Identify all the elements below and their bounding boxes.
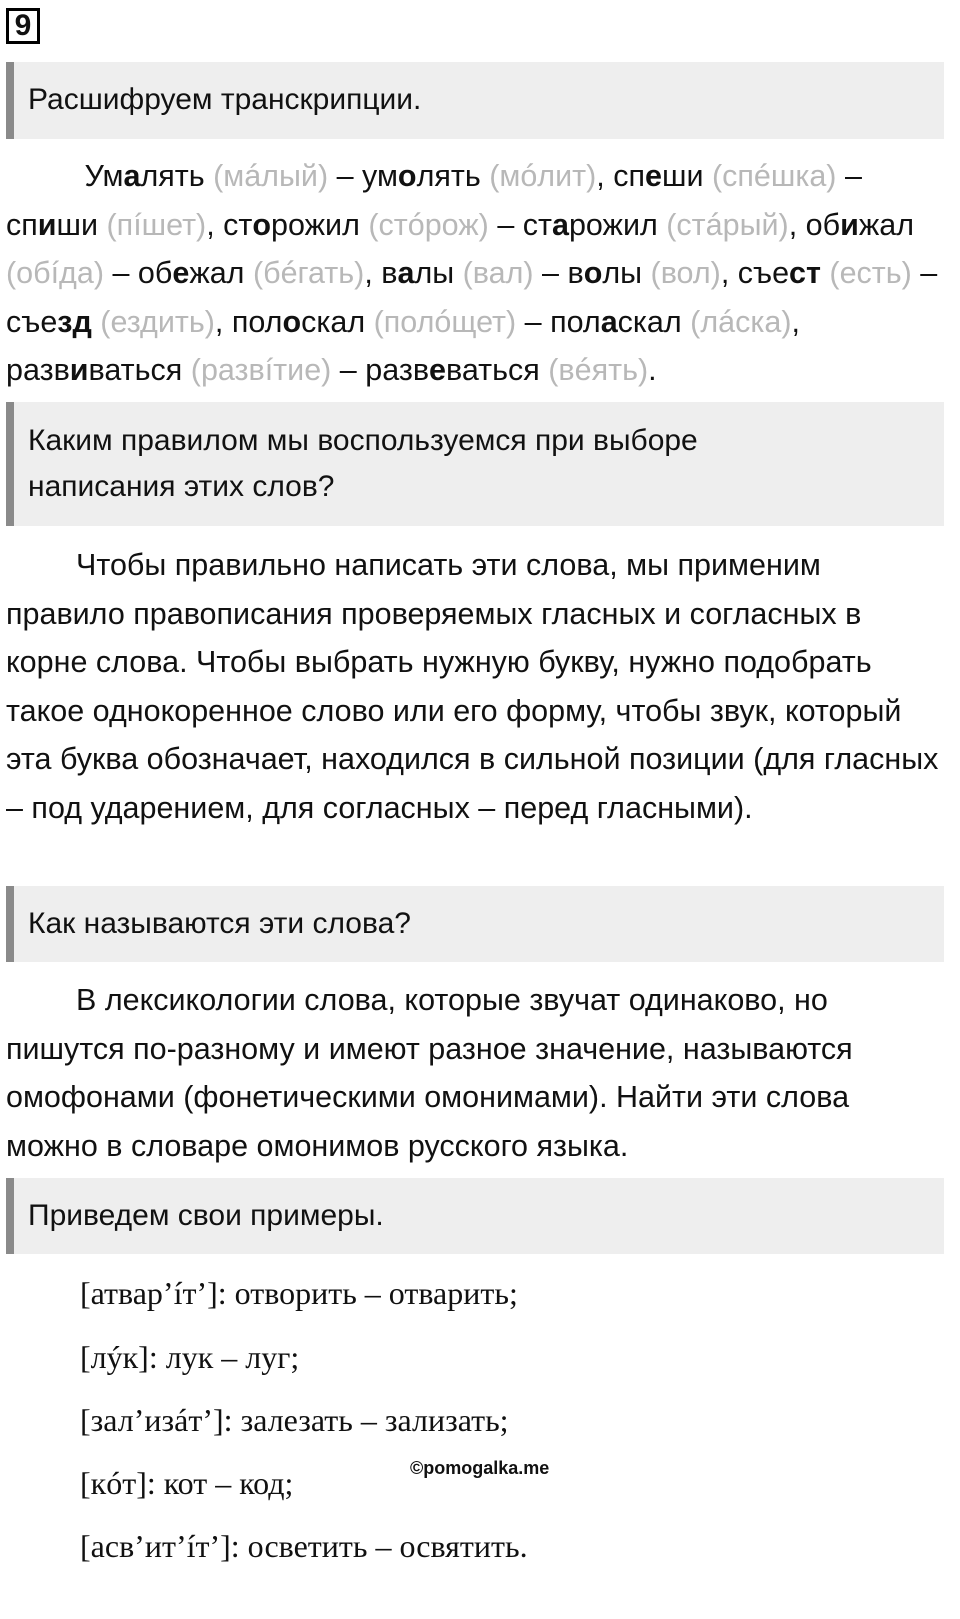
- word-part: рожил: [271, 207, 360, 242]
- word: [6, 208, 98, 242]
- highlighted-letter: зд: [57, 304, 92, 339]
- task-number: 9: [6, 8, 40, 44]
- highlighted-letter: и: [69, 353, 89, 387]
- word-part: ши: [56, 207, 99, 242]
- word-part: сп: [6, 207, 38, 242]
- word-part: лы: [414, 256, 455, 290]
- separator: –: [516, 304, 551, 339]
- word-part: разв: [365, 353, 430, 387]
- highlighted-letter: о: [252, 207, 272, 242]
- highlighted-letter: о: [583, 256, 603, 290]
- word: [523, 208, 658, 242]
- highlighted-letter: а: [600, 304, 618, 339]
- separator: –: [103, 256, 138, 290]
- word: [806, 208, 914, 242]
- separator: –: [328, 159, 363, 193]
- heading-text: Каким правилом мы воспользуемся при выборе написания этих слов?: [28, 424, 698, 503]
- rule-paragraph: [6, 541, 946, 832]
- check-word-hint: (вал): [454, 256, 534, 290]
- check-word-hint: (стáрый): [657, 207, 789, 242]
- example-line: [лýк]: лук – луг;: [80, 1339, 300, 1375]
- word: [6, 353, 182, 387]
- example-line: [кóт]: кот – код;: [80, 1465, 294, 1501]
- word-part: об: [805, 207, 841, 242]
- word-part: ваться: [88, 353, 183, 387]
- check-word-hint: (развíтие): [182, 353, 332, 387]
- highlighted-letter: о: [282, 304, 302, 339]
- word: [6, 305, 92, 339]
- check-word-hint: (бéгать): [244, 256, 365, 290]
- check-word-hint: (пíшет): [98, 207, 207, 242]
- word-part: в: [567, 256, 584, 290]
- highlighted-letter: а: [123, 159, 141, 193]
- section-heading-transcriptions: [6, 62, 944, 139]
- separator: ,: [206, 207, 224, 242]
- word-part: ст: [522, 207, 552, 242]
- example-line: [зал’изáт’]: залезать – зализать;: [80, 1402, 509, 1438]
- word-part: ши: [661, 159, 704, 193]
- check-word-hint: (мóлит): [480, 159, 597, 193]
- separator: ,: [791, 304, 800, 339]
- example-line: [асв’ит’íт’]: осветить – освятить.: [80, 1528, 528, 1564]
- word: [138, 256, 245, 290]
- word: [232, 305, 365, 339]
- word-part: лы: [602, 256, 643, 290]
- word-part: пол: [231, 304, 283, 339]
- separator: ,: [364, 256, 382, 290]
- highlighted-letter: и: [840, 207, 859, 242]
- separator: .: [648, 353, 657, 387]
- word-part: жал: [189, 256, 245, 290]
- rule-text: Чтобы правильно написать эти слова, мы применим правило правописания проверяемых гласных и согласных в корне слова. Чтобы выбрать нужную букву, нужно подобрать такое однокоренное слово или его форму, чтобы звук, который эта буква обозначает, находился в сильной позиции (для гласных – под ударением, для согласных – перед гласными).: [6, 548, 939, 825]
- word: [568, 256, 643, 290]
- check-word-hint: (мáлый): [204, 159, 329, 193]
- check-word-hint: (ездить): [91, 304, 215, 339]
- highlighted-letter: е: [429, 353, 446, 387]
- watermark: ©pomogalka.me: [410, 1458, 550, 1478]
- check-word-hint: (спéшка): [703, 159, 837, 193]
- separator: ,: [596, 159, 614, 193]
- separator: ,: [788, 207, 806, 242]
- word-part: ст: [223, 207, 253, 242]
- heading-text: Расшифруем транскрипции.: [28, 83, 422, 116]
- check-word-hint: (стóрож): [359, 207, 489, 242]
- word-part: съе: [6, 304, 58, 339]
- word-part: ум: [362, 159, 398, 193]
- separator: –: [488, 207, 523, 242]
- highlighted-letter: а: [397, 256, 415, 290]
- separator: –: [911, 256, 938, 290]
- heading-text: Приведем свои примеры.: [28, 1199, 384, 1232]
- highlighted-letter: и: [37, 207, 57, 242]
- highlighted-letter: е: [172, 256, 190, 290]
- example-line: [атвар’íт’]: отворить – отварить;: [80, 1275, 518, 1311]
- highlighted-letter: а: [552, 207, 569, 242]
- separator: –: [836, 159, 862, 193]
- highlighted-letter: ст: [789, 256, 821, 290]
- check-word-hint: (вéять): [539, 353, 649, 387]
- heading-text: Как называются эти слова?: [28, 907, 411, 940]
- words-paragraph: [6, 152, 946, 395]
- word-part: рожил: [568, 207, 658, 242]
- word-part: скал: [617, 304, 682, 339]
- word-part: сп: [613, 159, 646, 193]
- check-word-hint: (вол): [642, 256, 721, 290]
- word-part: съе: [737, 256, 790, 290]
- word: [362, 159, 481, 193]
- word: [613, 159, 703, 193]
- separator: ,: [720, 256, 738, 290]
- check-word-hint: (есть): [820, 256, 912, 290]
- word: [738, 256, 821, 290]
- word: [365, 353, 540, 387]
- section-heading-examples: [6, 1178, 944, 1254]
- highlighted-letter: о: [397, 159, 417, 193]
- word-part: ваться: [446, 353, 540, 387]
- word-part: скал: [301, 304, 366, 339]
- word-part: в: [381, 256, 398, 290]
- highlighted-letter: е: [645, 159, 662, 193]
- word-part: лять: [140, 159, 205, 193]
- check-word-hint: (лáска): [681, 304, 792, 339]
- word-part: разв: [6, 353, 70, 387]
- homophones-paragraph: [6, 976, 946, 1170]
- homophones-text: В лексикологии слова, которые звучат одинаково, но пишутся по-разному и имеют разное значение, называются омофонами (фонетическими омонимами). Найти эти слова можно в словаре омонимов русского языка.: [6, 983, 853, 1163]
- word: [381, 256, 454, 290]
- word: [550, 305, 682, 339]
- check-word-hint: (обíда): [6, 256, 104, 290]
- word-part: об: [137, 256, 173, 290]
- section-heading-rule: [6, 402, 944, 526]
- word-part: пол: [550, 304, 601, 339]
- separator: –: [331, 353, 366, 387]
- word-part: Ум: [84, 159, 124, 193]
- separator: –: [533, 256, 568, 290]
- section-heading-name: [6, 886, 944, 962]
- check-word-hint: (полóщет): [365, 304, 517, 339]
- word-part: жал: [858, 207, 915, 242]
- separator: ,: [214, 304, 232, 339]
- word: [223, 208, 360, 242]
- word-part: лять: [416, 159, 481, 193]
- word: [84, 159, 204, 193]
